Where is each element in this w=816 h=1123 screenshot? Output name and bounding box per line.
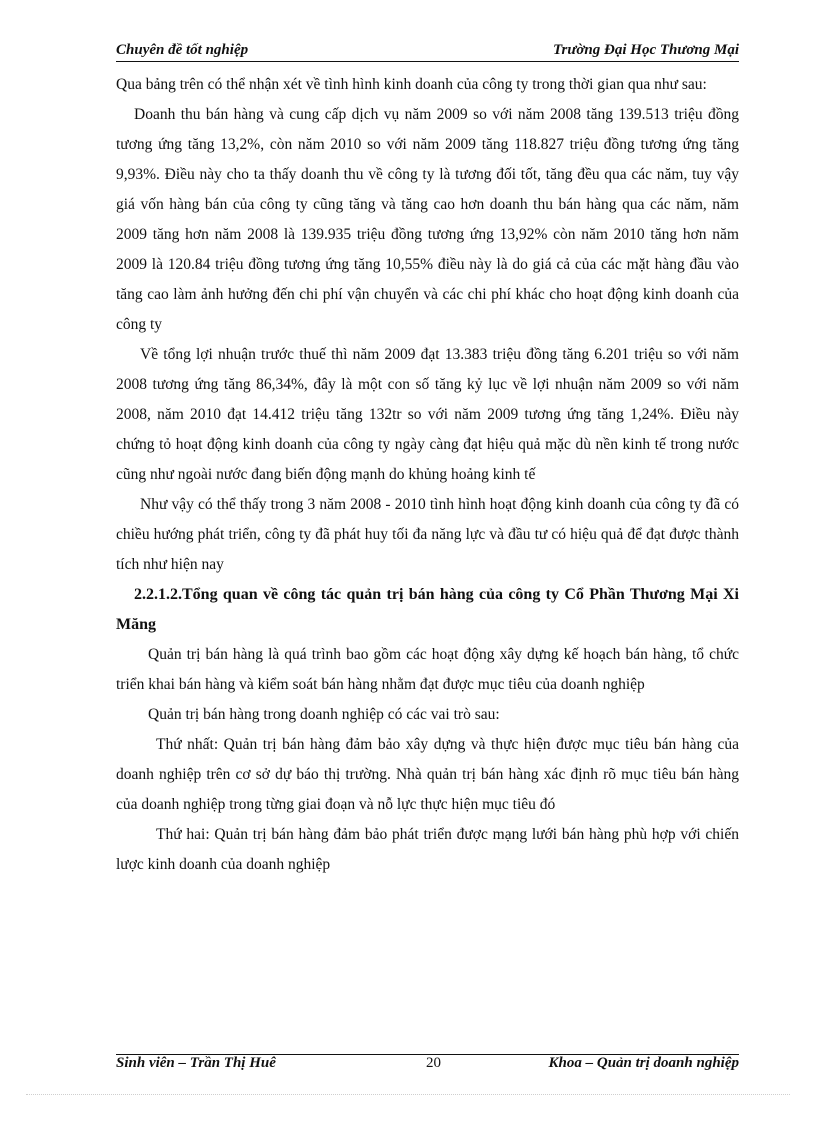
paragraph-role-second: Thứ hai: Quản trị bán hàng đảm bảo phát triển được mạng lưới bán hàng phù hợp với chiến lược kinh doanh của doanh nghiệp [116, 826, 739, 873]
paragraph-revenue: Doanh thu bán hàng và cung cấp dịch vụ năm 2009 so với năm 2008 tăng 139.513 triệu đồng tương ứng tăng 13,2%, còn năm 2010 so với năm 2009 tăng 118.827 triệu đồng tương ứng tăng 9,93%. Điều này cho ta thấy doanh thu về công ty là tương đối tốt, tăng đều qua các năm, tuy vậy giá vốn hàng bán của công ty cũng tăng và tăng cao hơn doanh thu bán hàng qua các năm, năm 2009 tăng hơn năm 2008 là 139.935 triệu đồng tương ứng 13,92% còn năm 2010 tăng hơn năm 2009 là 120.84 triệu đồng tương ứng tăng 10,55% điều này là do giá cả của các mặt hàng đầu vào tăng cao làm ảnh hưởng đến chi phí vận chuyển và các chi phí khác cho hoạt động kinh doanh của công ty [116, 106, 739, 333]
paragraph-summary: Như vậy có thể thấy trong 3 năm 2008 - 2010 tình hình hoạt động kinh doanh của công ty đã có chiều hướng phát triển, công ty đã phát huy tối đa năng lực và đầu tư có hiệu quả để đạt được thành tích như hiện nay [116, 496, 739, 573]
footer-student: Sinh viên – Trần Thị Huê [116, 1055, 276, 1071]
page-footer [116, 1054, 739, 1071]
page-header [116, 42, 739, 62]
section-heading: 2.2.1.2.Tổng quan về công tác quản trị bán hàng của công ty Cổ Phần Thương Mại Xi Măng [116, 586, 739, 633]
document-body [116, 70, 739, 880]
header-right: Trường Đại Học Thương Mại [552, 42, 739, 58]
footer-faculty: Khoa – Quản trị doanh nghiệp [548, 1055, 739, 1071]
paragraph-profit: Về tổng lợi nhuận trước thuế thì năm 2009 đạt 13.383 triệu đồng tăng 6.201 triệu so với năm 2008 tương ứng tăng 86,34%, đây là một con số tăng kỷ lục về lợi nhuận năm 2009 so với năm 2008, năm 2010 đạt 14.412 triệu tăng 132tr so với năm 2009 tương ứng tăng 1,24%. Điều này chứng tỏ hoạt động kinh doanh của công ty ngày càng đạt hiệu quả mặc dù nền kinh tế trong nước cũng như ngoài nước đang biến động mạnh do khủng hoảng kinh tế [116, 346, 739, 483]
page-number: 20 [426, 1055, 441, 1071]
header-left: Chuyên đề tốt nghiệp [116, 42, 249, 58]
page-edge-divider [26, 1094, 790, 1095]
paragraph-roles-intro: Quản trị bán hàng trong doanh nghiệp có các vai trò sau: [148, 706, 500, 723]
paragraph-sales-management: Quản trị bán hàng là quá trình bao gồm các hoạt động xây dựng kế hoạch bán hàng, tổ chức triển khai bán hàng và kiểm soát bán hàng nhằm đạt được mục tiêu của doanh nghiệp [116, 646, 739, 693]
paragraph-role-first: Thứ nhất: Quản trị bán hàng đảm bảo xây dựng và thực hiện được mục tiêu bán hàng của doanh nghiệp trên cơ sở dự báo thị trường. Nhà quản trị bán hàng xác định rõ mục tiêu bán hàng của doanh nghiệp trong từng giai đoạn và nỗ lực thực hiện mục tiêu đó [116, 736, 739, 813]
paragraph-intro: Qua bảng trên có thể nhận xét về tình hình kinh doanh của công ty trong thời gian qua như sau: [116, 76, 707, 93]
